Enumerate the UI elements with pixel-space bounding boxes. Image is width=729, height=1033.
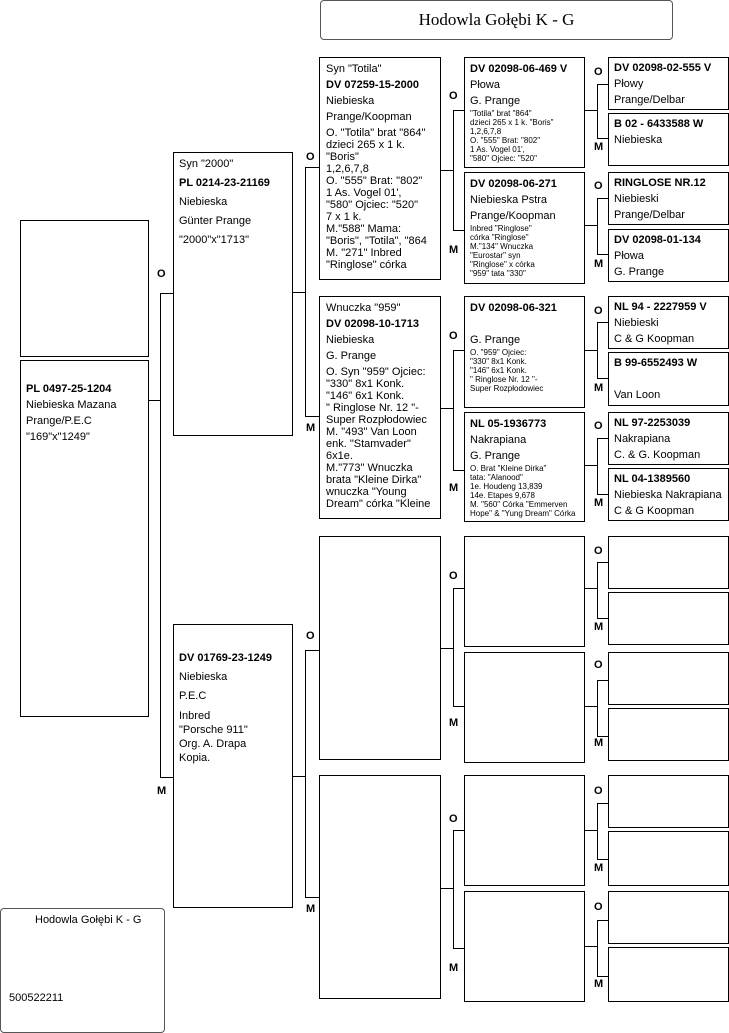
fffm-box [608, 113, 729, 166]
connector [597, 494, 608, 495]
ffmf-color: Niebieski [614, 193, 659, 205]
ff-note: O. "Totila" brat "864" [326, 127, 426, 139]
mmfm-box [608, 831, 729, 886]
ffmm-color: Płowa [614, 250, 644, 262]
mother-note: "Porsche 911" [179, 724, 248, 736]
ff-note: dzieci 265 x 1 k. "Boris" [326, 139, 405, 163]
connector [305, 416, 319, 417]
connector [305, 650, 306, 897]
fff-note: "Totila" brat "864" [470, 109, 532, 118]
connector [453, 948, 464, 949]
ff-box [319, 57, 441, 280]
fmfm-breeder: Van Loon [614, 389, 661, 401]
mmff-box [608, 775, 729, 828]
ff-note: O. "555" Brat: "802" [326, 175, 423, 187]
fmmf-color: Nakrapiana [614, 433, 671, 445]
mmmf-label: O [594, 901, 603, 913]
mfff-label: O [594, 545, 603, 557]
connector [453, 350, 454, 470]
fm-label: M [306, 422, 316, 434]
connector [441, 648, 453, 649]
mother-ring: DV 01769-23-1249 [179, 652, 272, 664]
ffff-color: Płowy [614, 78, 644, 90]
connector [597, 438, 598, 494]
father-ring: PL 0214-23-21169 [179, 177, 270, 189]
connector [305, 167, 319, 168]
mm-label: M [306, 903, 316, 915]
father-color: Niebieska [179, 196, 228, 208]
ffmm-box [608, 229, 729, 282]
connector [453, 350, 464, 351]
fmmf-ring: NL 97-2253039 [614, 417, 691, 429]
ff-note: "580" Ojciec: "520" [326, 199, 419, 211]
fmf-note: O. "959" Ojciec: [470, 348, 527, 357]
mff-box [464, 536, 585, 647]
fmff-box [608, 296, 729, 349]
connector [585, 706, 597, 707]
ffff-breeder: Prange/Delbar [614, 94, 685, 106]
ffm-label: M [449, 244, 459, 256]
mffm-box [608, 592, 729, 645]
fff-note: dzieci 265 x 1 k. "Boris" [470, 118, 554, 127]
ffmf-box [608, 172, 729, 225]
father-box [173, 152, 293, 436]
connector [453, 110, 464, 111]
ffm-note: "Eurostar" syn [470, 251, 521, 260]
subject-color: Niebieska Mazana [26, 399, 117, 411]
fffm-ring: B 02 - 6433588 W [614, 118, 704, 130]
connector [453, 588, 464, 589]
breeder-info-code: 500522211 [9, 992, 64, 1004]
father-name: Syn "2000" [179, 158, 234, 170]
fmmf-breeder: C. & G. Koopman [614, 449, 701, 461]
connector [597, 859, 608, 860]
fmmf-label: O [594, 420, 603, 432]
fffm-label: M [594, 141, 604, 153]
ff-name: Syn "Totila" [326, 63, 382, 75]
fmm-ring: NL 05-1936773 [470, 418, 547, 430]
fmfm-label: M [594, 382, 604, 394]
fmfm-ring: B 99-6552493 W [614, 357, 698, 369]
fff-breeder: G. Prange [470, 95, 521, 107]
mother-box [173, 624, 293, 908]
ffm-note: M."134" Wnuczka [470, 242, 534, 251]
mf-label: O [306, 630, 315, 642]
connector [441, 408, 453, 409]
connector [453, 830, 454, 948]
connector [305, 897, 319, 898]
fmfm-box [608, 352, 729, 406]
mmm-box [464, 891, 585, 1002]
fmff-breeder: C & G Koopman [614, 333, 695, 345]
connector [597, 198, 598, 254]
fm-color: Niebieska [326, 334, 375, 346]
connector [597, 84, 598, 138]
connector [585, 830, 597, 831]
fff-ring: DV 02098-06-469 V [470, 63, 568, 75]
ffmf-ring: RINGLOSE NR.12 [614, 177, 706, 189]
mf-box [319, 536, 441, 760]
fmmm-breeder: C & G Koopman [614, 505, 695, 517]
ffm-breeder: Prange/Koopman [470, 210, 556, 222]
mfmf-box [608, 652, 729, 705]
ffm-ring: DV 02098-06-271 [470, 178, 557, 190]
connector [597, 562, 598, 618]
fmm-box [464, 412, 585, 522]
fmf-note: "146" 6x1 Konk. [470, 366, 527, 375]
subject-breeder: Prange/P.E.C [26, 415, 92, 427]
fff-note: 1,2,6,7,8 [470, 127, 502, 136]
ff-note: M."588" Mama: [326, 223, 402, 235]
mm-box [319, 775, 441, 999]
fmf-label: O [449, 330, 458, 342]
connector [597, 322, 608, 323]
ffm-note: "Ringlose" x córka [470, 260, 535, 269]
mmf-box [464, 775, 585, 886]
connector [160, 293, 161, 777]
fmf-note: "330" 8x1 Konk. [470, 357, 527, 366]
connector [453, 588, 454, 706]
ff-breeder: Prange/Koopman [326, 111, 412, 123]
connector [293, 776, 305, 777]
mfmf-label: O [594, 659, 603, 671]
ff-note: 1 As. Vogel 01', [326, 187, 402, 199]
mmfm-label: M [594, 862, 604, 874]
mfm-box [464, 652, 585, 763]
mother-label: M [157, 785, 167, 797]
connector [597, 84, 608, 85]
connector [441, 888, 453, 889]
fm-note: "146" 6x1 Konk. [326, 390, 405, 402]
fm-note: " Ringlose Nr. 12 "- [326, 402, 419, 414]
breeder-info-title: Hodowla Gołębi K - G [35, 914, 142, 926]
subject-box [20, 360, 149, 717]
connector [597, 438, 608, 439]
pedigree-title: Hodowla Gołębi K - G [418, 10, 575, 29]
fmm-label: M [449, 482, 459, 494]
fm-note: Super Rozpłodowiec [326, 414, 427, 426]
breeder-info-box [0, 908, 165, 1033]
connector [453, 230, 464, 231]
mmmm-box [608, 947, 729, 1002]
fmf-color [470, 316, 579, 332]
connector [597, 254, 608, 255]
mfmm-box [608, 708, 729, 761]
fmm-note: 1e. Houdeng 13,839 [470, 482, 543, 491]
fmmf-box [608, 412, 729, 465]
fm-note: "330" 8x1 Konk. [326, 378, 405, 390]
ffff-ring: DV 02098-02-555 V [614, 62, 712, 74]
fmm-note: 14e. Etapes 9,678 [470, 491, 535, 500]
fm-note: brata "Kleine Dirka" [326, 474, 422, 486]
ff-note: "Boris", "Totila", "864 [326, 235, 427, 247]
fm-note: enk. "Stamvader" [326, 438, 411, 450]
connector [585, 350, 597, 351]
ffmm-label: M [594, 258, 604, 270]
ff-note: "Ringlose" córka [326, 259, 407, 271]
fmmm-ring: NL 04-1389560 [614, 473, 691, 485]
connector [597, 618, 608, 619]
mffm-label: M [594, 621, 604, 633]
fmf-breeder: G. Prange [470, 334, 521, 346]
ffm-color: Niebieska Pstra [470, 194, 548, 206]
fmf-note: " Ringlose Nr. 12 "- [470, 375, 538, 384]
father-parents: "2000"x"1713" [179, 234, 250, 246]
connector [597, 322, 598, 378]
father-breeder: Günter Prange [179, 215, 252, 227]
mfff-box [608, 536, 729, 589]
fff-color: Płowa [470, 79, 500, 91]
fmmm-color: Niebieska Nakrapiana [614, 489, 722, 501]
fm-box [319, 296, 441, 519]
connector [585, 225, 597, 226]
fmff-label: O [594, 305, 603, 317]
ffff-box [608, 57, 729, 110]
fmm-color: Nakrapiana [470, 434, 527, 446]
ffm-note: "959" tata "330" [470, 269, 526, 278]
connector [585, 465, 597, 466]
mfm-label: M [449, 717, 459, 729]
fm-note: Dream" córka "Kleine [326, 498, 431, 510]
fmm-note: O. Brat "Kleine Dirka" [470, 464, 547, 473]
fmff-color: Niebieski [614, 317, 659, 329]
ffmm-breeder: G. Prange [614, 266, 665, 278]
fm-note: wnuczka "Young [326, 486, 407, 498]
connector [453, 830, 464, 831]
connector [585, 588, 597, 589]
ffmm-ring: DV 02098-01-134 [614, 234, 701, 246]
connector [305, 167, 306, 416]
connector [597, 920, 608, 921]
mmm-label: M [449, 962, 459, 974]
connector [585, 110, 597, 111]
fmmm-label: M [594, 497, 604, 509]
connector [453, 110, 454, 230]
subject-photo-box [20, 220, 149, 357]
connector [597, 198, 608, 199]
connector [597, 680, 598, 736]
fm-note: 6x1e. [326, 450, 353, 462]
mother-color: Niebieska [179, 671, 228, 683]
fff-box [464, 57, 585, 168]
connector [441, 170, 453, 171]
mother-breeder: P.E.C [179, 690, 207, 702]
connector [597, 138, 608, 139]
fff-note: "580" Ojciec: "520" [470, 154, 537, 163]
mother-note: Inbred [179, 710, 211, 722]
ffff-label: O [594, 66, 603, 78]
father-label: O [157, 268, 166, 280]
connector [160, 777, 173, 778]
fmm-note: tata: "Alanood" [470, 473, 523, 482]
fm-name: Wnuczka "959" [326, 302, 401, 314]
connector [453, 706, 464, 707]
connector [149, 400, 160, 401]
fm-ring: DV 02098-10-1713 [326, 318, 419, 330]
connector [597, 562, 608, 563]
ff-note: M. "271" Inbred [326, 247, 402, 259]
ffm-box [464, 172, 585, 284]
ffmf-breeder: Prange/Delbar [614, 209, 685, 221]
connector [597, 803, 608, 804]
subject-parents: "169"x"1249" [26, 431, 90, 443]
ff-ring: DV 07259-15-2000 [326, 79, 419, 91]
fm-note: O. Syn "959" Ojciec: [326, 366, 426, 378]
fm-note: M. "493" Van Loon [326, 426, 417, 438]
mff-label: O [449, 570, 458, 582]
connector [597, 920, 598, 976]
fmf-box [464, 296, 585, 408]
pedigree-title-box [320, 0, 673, 40]
fmff-ring: NL 94 - 2227959 V [614, 301, 707, 313]
connector [453, 470, 464, 471]
mmff-label: O [594, 785, 603, 797]
fff-label: O [449, 90, 458, 102]
fmm-note: Hope" & "Yung Dream" Córka [470, 509, 576, 518]
fff-note: O. "555" Brat: "802" [470, 136, 541, 145]
mmmm-label: M [594, 978, 604, 990]
mother-note: Kopia. [179, 752, 211, 764]
ff-note: 7 x 1 k. [326, 211, 362, 223]
fmf-ring: DV 02098-06-321 [470, 302, 557, 314]
connector [293, 292, 305, 293]
ffmf-label: O [594, 180, 603, 192]
ff-note: 1,2,6,7,8 [326, 163, 369, 175]
connector [597, 378, 608, 379]
ffm-note: córka "Ringlose" [470, 233, 529, 242]
fm-breeder: G. Prange [326, 350, 377, 362]
connector [597, 976, 608, 977]
connector [585, 946, 597, 947]
connector [160, 293, 173, 294]
mmmf-box [608, 891, 729, 944]
connector [597, 803, 598, 859]
subject-ring: PL 0497-25-1204 [26, 383, 112, 395]
connector [597, 680, 608, 681]
ffm-note: Inbred "Ringlose" [470, 224, 532, 233]
fmf-note: Super Rozpłodowiec [470, 384, 544, 393]
ff-color: Niebieska [326, 95, 375, 107]
fm-note: M."773" Wnuczka [326, 462, 413, 474]
mfmm-label: M [594, 737, 604, 749]
fmm-breeder: G. Prange [470, 450, 521, 462]
fmmm-box [608, 468, 729, 521]
fmm-note: M. "560" Córka "Emmerven [470, 500, 568, 509]
mmf-label: O [449, 813, 458, 825]
fffm-color: Niebieska [614, 134, 663, 146]
connector [305, 650, 319, 651]
ff-label: O [306, 151, 315, 163]
mother-note: Org. A. Drapa [179, 738, 247, 750]
fff-note: 1 As. Vogel 01', [470, 145, 525, 154]
